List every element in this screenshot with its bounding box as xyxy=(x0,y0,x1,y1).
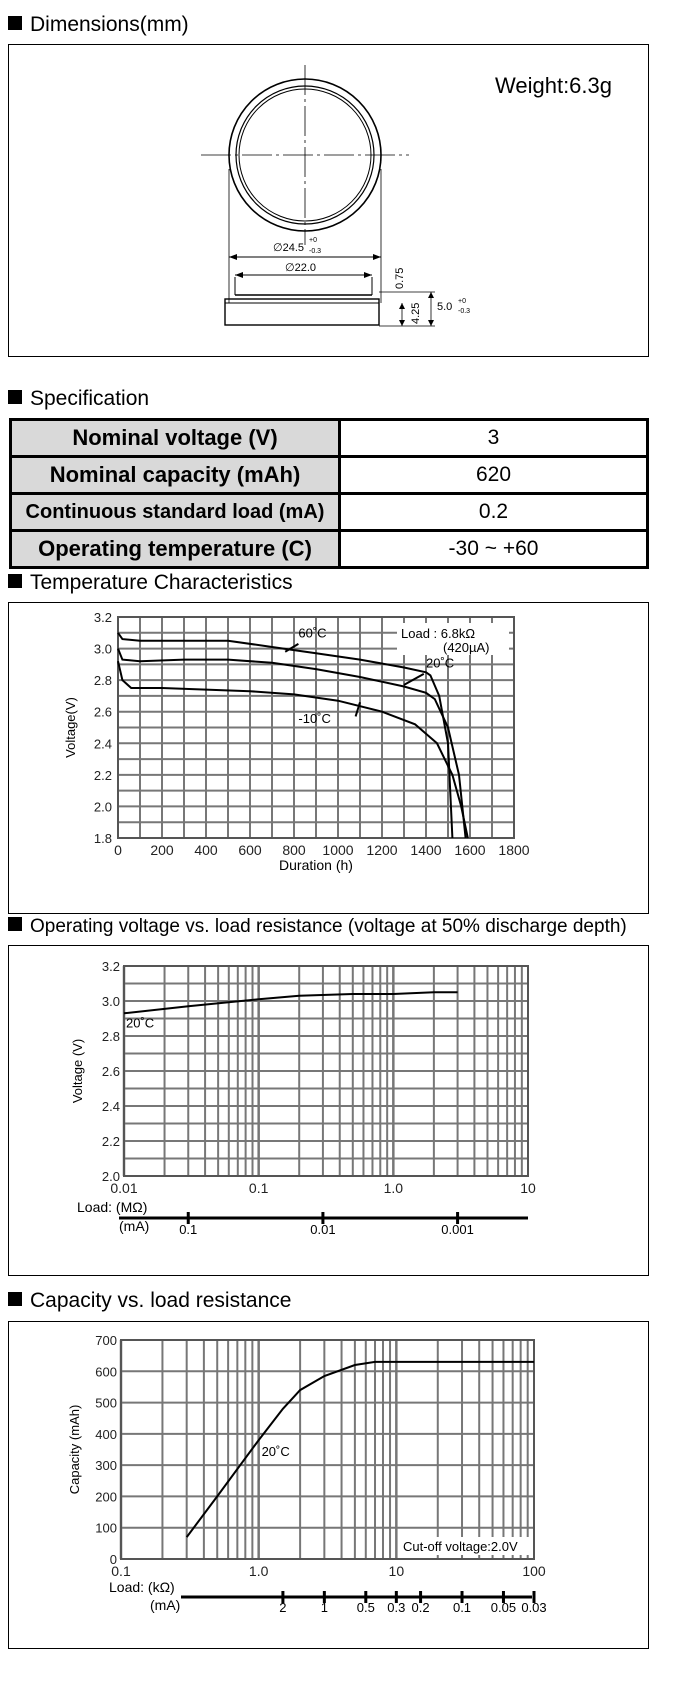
series-label: 20˚C xyxy=(261,1443,290,1459)
temperature-chart-panel xyxy=(8,602,649,914)
y-tick-label: 2.6 xyxy=(93,704,112,720)
x2-tick-label: 0.03 xyxy=(521,1600,547,1615)
square-bullet-icon xyxy=(8,390,22,404)
outer-tol-minus: -0.3 xyxy=(309,248,322,255)
y-axis-label: Voltage (V) xyxy=(70,1038,85,1104)
body-height-label: 4.25 xyxy=(410,302,422,324)
dimensions-heading xyxy=(8,12,189,38)
operating-voltage-chart xyxy=(9,946,648,1275)
capacity-heading xyxy=(8,1288,291,1314)
x2-tick-label: 0.3 xyxy=(387,1600,406,1615)
specification-heading xyxy=(8,386,149,412)
x2-tick-label: 2 xyxy=(279,1600,287,1615)
operating-heading-text: Operating voltage vs. load resistance (voltage at 50% discharge depth) xyxy=(30,916,627,937)
dimensions-heading-text: Dimensions(mm) xyxy=(30,13,189,36)
series-line xyxy=(187,1362,534,1537)
y-tick-label: 700 xyxy=(95,1333,117,1348)
y-tick-label: 400 xyxy=(95,1426,117,1442)
specification-table xyxy=(9,418,649,569)
series-label: 20˚C xyxy=(426,655,455,671)
square-bullet-icon xyxy=(8,574,22,588)
x-tick-label: 100 xyxy=(522,1563,546,1579)
x-tick-label: 200 xyxy=(150,842,174,858)
cutoff-annotation: Cut-off voltage:2.0V xyxy=(403,1539,518,1554)
y-tick-label: 2.2 xyxy=(101,1134,120,1149)
x-tick-label: 1400 xyxy=(410,842,442,858)
series-line xyxy=(124,992,458,1013)
spec-value: 3 xyxy=(340,420,648,457)
x-tick-label: 0 xyxy=(114,842,122,858)
x-axis-label: Load: (MΩ) xyxy=(77,1199,148,1215)
spec-value: 0.2 xyxy=(340,494,648,531)
x-tick-label: 1.0 xyxy=(248,1563,269,1579)
y-tick-label: 600 xyxy=(95,1364,117,1380)
specification-heading-text: Specification xyxy=(30,387,150,410)
y-tick-label: 2.0 xyxy=(93,799,112,815)
inner-diameter-label: ∅22.0 xyxy=(285,262,316,274)
x2-tick-label: 0.1 xyxy=(179,1222,198,1237)
height-tol-minus: -0.3 xyxy=(458,308,471,315)
x2-axis-label: (mA) xyxy=(150,1597,181,1613)
y-axis-label: Voltage(V) xyxy=(63,697,78,758)
y-tick-label: 2.8 xyxy=(93,673,112,689)
x-tick-label: 400 xyxy=(194,842,218,858)
y-tick-label: 200 xyxy=(95,1489,117,1505)
temperature-heading-text: Temperature Characteristics xyxy=(30,571,293,594)
operating-chart-panel xyxy=(8,945,649,1276)
y-tick-label: 3.0 xyxy=(93,641,112,657)
x-tick-label: 0.1 xyxy=(111,1563,131,1579)
y-tick-label: 3.2 xyxy=(93,610,112,625)
load-annotation: Load : 6.8kΩ xyxy=(401,626,476,641)
y-tick-label: 500 xyxy=(95,1395,117,1411)
table-row xyxy=(11,457,648,494)
square-bullet-icon xyxy=(8,917,22,931)
spec-value: -30 ~ +60 xyxy=(340,531,648,568)
spec-label: Operating temperature (C) xyxy=(11,531,340,568)
spec-label: Nominal capacity (mAh) xyxy=(11,457,340,494)
temperature-chart xyxy=(9,603,648,913)
x2-tick-label: 0.05 xyxy=(490,1600,517,1615)
outer-diameter-label: ∅24.5 xyxy=(273,242,304,254)
x-tick-label: 1.0 xyxy=(383,1180,404,1196)
x2-tick-label: 1 xyxy=(320,1600,328,1615)
x-tick-label: 1600 xyxy=(454,842,486,858)
y-tick-label: 2.2 xyxy=(93,767,112,783)
y-tick-label: 0 xyxy=(109,1552,117,1567)
spec-label: Nominal voltage (V) xyxy=(11,420,340,457)
x-tick-label: 0.1 xyxy=(248,1180,269,1196)
plot-frame xyxy=(121,1340,534,1559)
x-tick-label: 0.01 xyxy=(110,1180,138,1196)
capacity-chart xyxy=(9,1322,648,1648)
outer-tol-plus: +0 xyxy=(309,237,317,244)
y-tick-label: 3.0 xyxy=(101,994,120,1009)
y-tick-label: 2.4 xyxy=(101,1099,120,1114)
table-row xyxy=(11,531,648,568)
load-annotation-2: (420µA) xyxy=(443,640,490,655)
spec-value: 620 xyxy=(340,457,648,494)
series-label: -10˚C xyxy=(298,710,331,726)
spec-label: Continuous standard load (mA) xyxy=(11,494,340,531)
series-label: 60˚C xyxy=(298,625,327,641)
y-tick-label: 2.0 xyxy=(101,1169,120,1184)
capacity-heading-text: Capacity vs. load resistance xyxy=(30,1289,292,1312)
capacity-chart-panel xyxy=(8,1321,649,1649)
x-tick-label: 600 xyxy=(238,842,262,858)
dimensions-panel xyxy=(8,44,649,357)
x2-tick-label: 0.001 xyxy=(441,1222,474,1237)
x-axis-label: Duration (h) xyxy=(279,857,353,873)
x-tick-label: 800 xyxy=(282,842,306,858)
y-tick-label: 300 xyxy=(95,1458,117,1474)
square-bullet-icon xyxy=(8,1292,22,1306)
series-line xyxy=(118,661,468,838)
y-tick-label: 2.6 xyxy=(101,1064,120,1079)
total-height-label: 5.0 xyxy=(437,301,453,313)
y-tick-label: 2.8 xyxy=(101,1029,120,1044)
x-tick-label: 1800 xyxy=(498,842,530,858)
x-axis-label: Load: (kΩ) xyxy=(109,1579,175,1595)
weight-label: Weight:6.3g xyxy=(495,73,613,98)
top-thickness-label: 0.75 xyxy=(394,267,406,289)
x2-tick-label: 0.5 xyxy=(356,1600,375,1615)
y-tick-label: 3.2 xyxy=(101,959,120,974)
y-tick-label: 1.8 xyxy=(93,831,112,846)
table-row xyxy=(11,494,648,531)
series-label: 20˚C xyxy=(126,1015,155,1031)
square-bullet-icon xyxy=(8,16,22,30)
temperature-heading xyxy=(8,570,293,596)
y-tick-label: 100 xyxy=(95,1520,117,1536)
y-axis-label: Capacity (mAh) xyxy=(67,1404,82,1495)
x-tick-label: 1000 xyxy=(322,842,354,858)
x2-tick-label: 0.2 xyxy=(411,1600,430,1615)
x-tick-label: 10 xyxy=(388,1563,405,1579)
x-tick-label: 10 xyxy=(520,1180,536,1196)
operating-heading xyxy=(8,914,627,940)
x2-tick-label: 0.1 xyxy=(452,1600,472,1615)
x-tick-label: 1200 xyxy=(366,842,398,858)
y-tick-label: 2.4 xyxy=(93,736,112,752)
height-tol-plus: +0 xyxy=(458,298,466,305)
x2-axis-label: (mA) xyxy=(119,1218,150,1234)
table-row xyxy=(11,420,648,457)
x2-tick-label: 0.01 xyxy=(310,1222,336,1237)
